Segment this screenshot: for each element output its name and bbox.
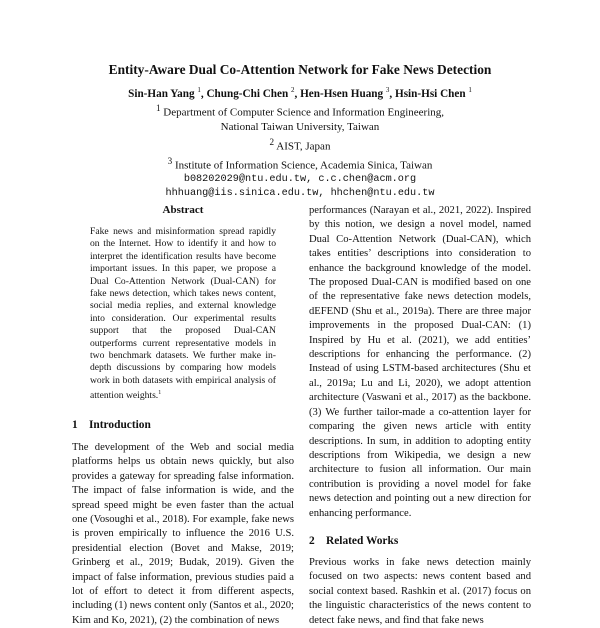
introduction-heading: 1 Introduction xyxy=(72,418,151,431)
related-works-heading: 2 Related Works xyxy=(309,534,399,547)
affiliation-1-line-2: National Taiwan University, Taiwan xyxy=(220,121,380,134)
affiliations xyxy=(0,101,600,202)
introduction-text-left: The development of the Web and social media platforms helps us obtain news quickly, but also provides a gateway for spreading false information. The impact of false information is wide, and the spread speed might be even faster than the actual one (Vosoughi et al., 2018). For example, fake news is proven empirically to influence the 2016 U.S. presidential election (Bovet and Makse, 2019; Grinberg et al., 2019; Budak, 2019). Given the impact of false information, previous studies paid a lot of effort to detect it from different aspects, including (1) news content only (Santos et al., 2020; Kim and Ko, 2021), (2) the combination of news xyxy=(72,441,294,626)
affiliation-1: $^1$ Department of Computer Science and Information Engineering, xyxy=(155,103,445,119)
affiliation-3: $^3$ Institute of Information Science, Academia Sinica, Taiwan xyxy=(167,155,433,172)
author: Sin-Han Yang $^1$, xyxy=(128,86,207,100)
footnote-mark[interactable]: 1 xyxy=(158,390,162,397)
introduction-text-right: performances (Narayan et al., 2021, 2022). Inspired by this notion, we design a novel model, named Dual Co-Attention Network (Dual-CAN), which takes entities’ descriptions into consideration to enhance the background knowledge of the model. The proposed Dual-CAN is modified based on one of the representative fake news detection models, dEFEND (Shu et al., 2019a). There are three major improvements in the proposed Dual-CAN: (1) Inspired by Hu et al. (2021), we add entities’ descriptions for enhancing the performance. (2) Instead of using LSTM-based architectures (Shu et al., 2019a; Lu and Li, 2020), we adopt attention architecture (Vaswani et al., 2017) as the backbone. (3) We further tailor-made a co-attention layer for comparing the given news article with entity descriptions. In sum, in addition to adopting entity descriptions from Wikipedia, we design a new architecture to fusion all information. Our main contribution is providing a novel model for fake news detection and pointing out a new direction for enhancing performance. xyxy=(309,205,531,519)
paper-title: Entity-Aware Dual Co-Attention Network for Fake News Detection xyxy=(108,62,492,77)
author-list xyxy=(0,86,600,100)
abstract-text: Fake news and misinformation spread rapidly on the Internet. How to identify it and how to interpret the identification results have become important issues. In this paper, we propose a Dual Co-Attention Network (Dual-CAN) for fake news detection, which takes news content, social media replies, and external knowledge into consideration. Our experimental results support that the proposed Dual-CAN outperforms current representative models in two benchmark datasets. We further make in-depth discussions by comparing how models work in both datasets with empirical analysis of attention weights.$^1$ xyxy=(90,226,276,402)
affiliation-2: $^2$ AIST, Japan xyxy=(269,136,331,153)
author: Hen-Hsen Huang $^3$, xyxy=(300,86,395,100)
author: Chung-Chi Chen $^2$, xyxy=(206,86,301,100)
abstract-heading: Abstract xyxy=(162,204,204,216)
author: Hsin-Hsi Chen $^1$ xyxy=(395,86,472,100)
left-column xyxy=(72,204,294,628)
right-column xyxy=(309,204,531,628)
email-line-2[interactable]: hhhuang@iis.sinica.edu.tw, hhchen@ntu.edu.tw xyxy=(165,188,435,200)
email-line-1[interactable]: b08202029@ntu.edu.tw, c.c.chen@acm.org xyxy=(183,173,417,185)
related-works-text: Previous works in fake news detection mainly focused on two aspects: news content based and social context based. Rashkin et al. (2017) focus on the linguistic characteristics of the news content to detect fake news, and find that fake news xyxy=(309,556,531,626)
